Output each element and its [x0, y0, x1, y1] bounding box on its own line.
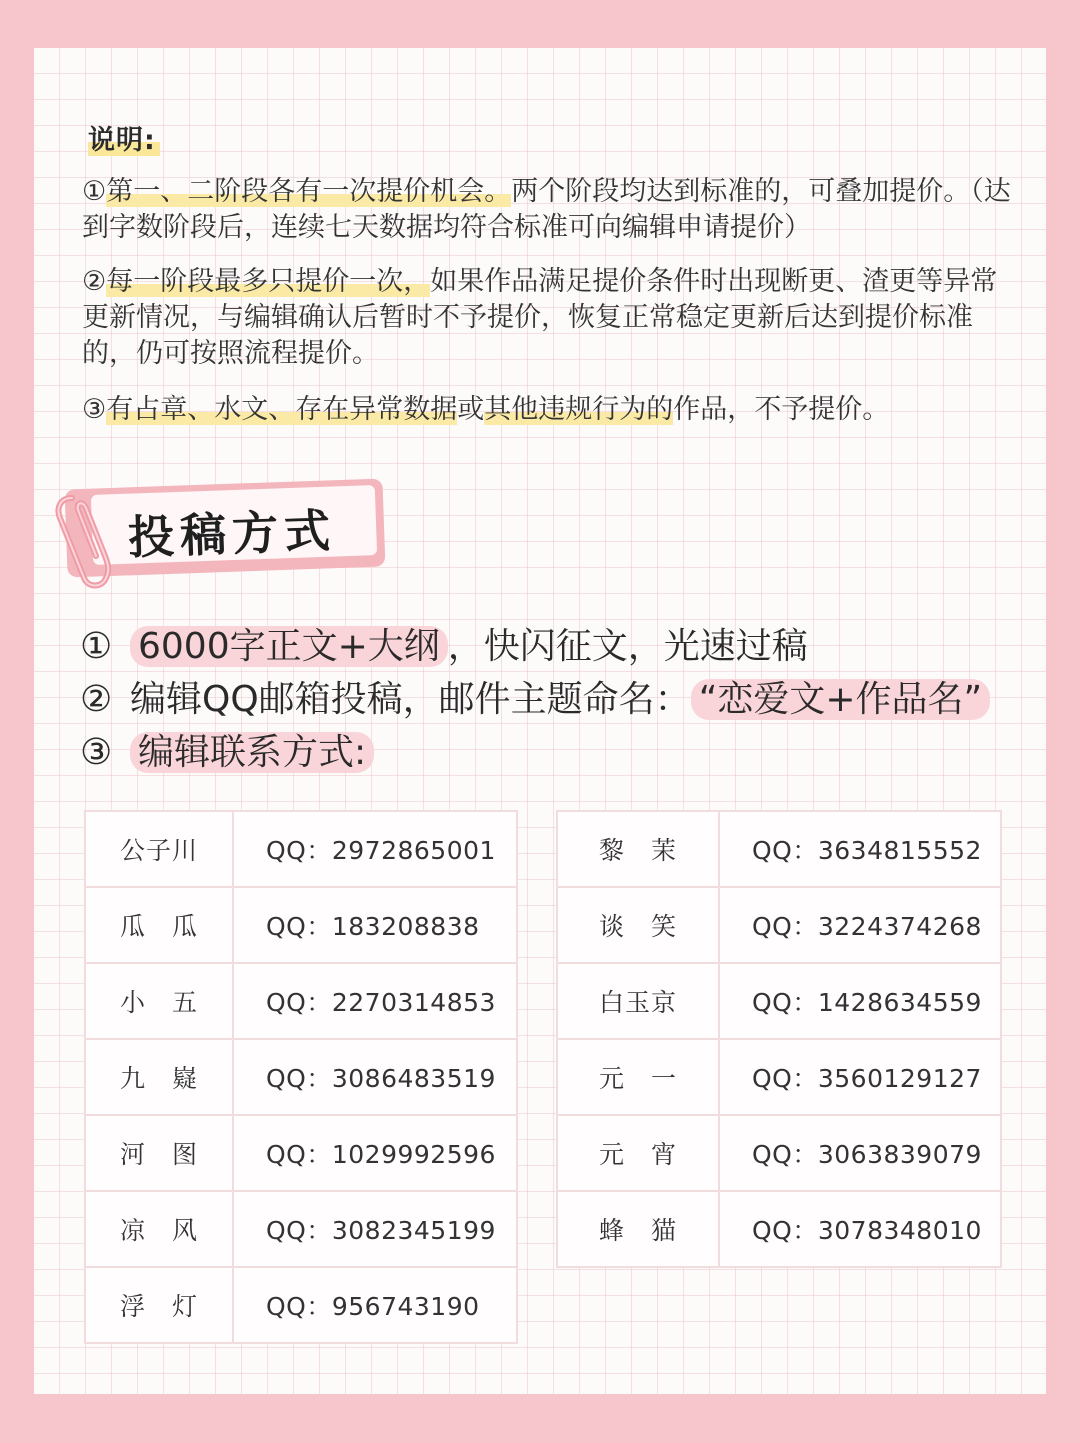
- step-1: [80, 620, 990, 673]
- p3-highlight-a: 有占章、水文、存在异常数据: [106, 394, 458, 425]
- editor-contacts-table-right: [556, 810, 1002, 1268]
- editor-qq: QQ：183208838: [233, 887, 517, 963]
- editor-qq: QQ：2270314853: [233, 963, 517, 1039]
- paperclip-icon: [50, 486, 120, 592]
- editor-name: 九 嶷: [85, 1039, 233, 1115]
- step-1-number: ①: [80, 626, 113, 667]
- editor-qq: QQ：3086483519: [233, 1039, 517, 1115]
- editor-name: 蜂 猫: [557, 1191, 719, 1267]
- submission-steps: [80, 620, 990, 779]
- table-row: [85, 1115, 517, 1191]
- editor-contacts-table-left: [84, 810, 518, 1344]
- editor-name: 公子川: [85, 811, 233, 887]
- table-row: [557, 887, 1001, 963]
- editor-qq: QQ：3634815552: [719, 811, 1001, 887]
- step-1-highlight: 6000字正文+大纲: [130, 626, 448, 667]
- editor-name: 浮 灯: [85, 1267, 233, 1343]
- table-row: [557, 963, 1001, 1039]
- note-title-text: 说明:: [88, 125, 160, 156]
- step-3-number: ③: [80, 732, 113, 773]
- table-row: [85, 887, 517, 963]
- editor-qq: QQ：1029992596: [233, 1115, 517, 1191]
- p3-number: ③: [82, 394, 107, 425]
- p1-highlight: 第一、二阶段各有一次提价机会。: [106, 176, 512, 207]
- p1-number: ①: [82, 176, 107, 207]
- editor-name: 凉 风: [85, 1191, 233, 1267]
- editor-qq: QQ：956743190: [233, 1267, 517, 1343]
- editor-qq: QQ：3560129127: [719, 1039, 1001, 1115]
- p3-text-b: 作品，不予提价。: [673, 394, 890, 425]
- note-paragraph-2: [82, 264, 1012, 372]
- table-row: [85, 1267, 517, 1343]
- table-row: [557, 1115, 1001, 1191]
- p2-text: 如果作品满足提价条件时出现断更、渣更等异常更新情况，与编辑确认后暂时不予提价，恢复正常稳定更新后达到提价标准的，仍可按照流程提价。: [82, 266, 998, 369]
- editor-name: 瓜 瓜: [85, 887, 233, 963]
- note-title: [88, 118, 160, 157]
- step-3-highlight: 编辑联系方式:: [130, 732, 374, 773]
- p2-number: ②: [82, 266, 107, 297]
- editor-qq: QQ：3078348010: [719, 1191, 1001, 1267]
- p3-text-a: 或: [457, 394, 485, 425]
- editor-name: 元 宵: [557, 1115, 719, 1191]
- note-paragraph-3: [82, 392, 1012, 428]
- step-1-text: ，快闪征文，光速过稿: [447, 626, 808, 667]
- table-row: [85, 1191, 517, 1267]
- p1-text: 两个阶段均达到标准的，可叠加提价。（达到字数阶段后，连续七天数据均符合标准可向编辑申请提价）: [82, 176, 1011, 243]
- editor-qq: QQ：3082345199: [233, 1191, 517, 1267]
- editor-name: 小 五: [85, 963, 233, 1039]
- section-title: 投稿方式: [127, 503, 337, 565]
- step-2-text: 编辑QQ邮箱投稿，邮件主题命名：: [130, 679, 691, 720]
- editor-name: 黎 茉: [557, 811, 719, 887]
- editor-name: 河 图: [85, 1115, 233, 1191]
- editor-name: 元 一: [557, 1039, 719, 1115]
- editor-qq: QQ：3063839079: [719, 1115, 1001, 1191]
- p3-highlight-b: 其他违规行为的: [484, 394, 674, 425]
- table-row: [557, 1039, 1001, 1115]
- editor-qq: QQ：1428634559: [719, 963, 1001, 1039]
- table-row: [85, 1039, 517, 1115]
- editor-qq: QQ：3224374268: [719, 887, 1001, 963]
- editor-qq: QQ：2972865001: [233, 811, 517, 887]
- step-2-number: ②: [80, 679, 113, 720]
- table-row: [85, 811, 517, 887]
- step-2-highlight: “恋爱文+作品名”: [691, 679, 990, 720]
- table-row: [557, 811, 1001, 887]
- p2-highlight: 每一阶段最多只提价一次，: [106, 266, 431, 297]
- step-2: [80, 673, 990, 726]
- table-row: [85, 963, 517, 1039]
- editor-name: 白玉京: [557, 963, 719, 1039]
- table-row: [557, 1191, 1001, 1267]
- step-3: [80, 726, 990, 779]
- editor-name: 谈 笑: [557, 887, 719, 963]
- note-paragraph-1: [82, 174, 1012, 246]
